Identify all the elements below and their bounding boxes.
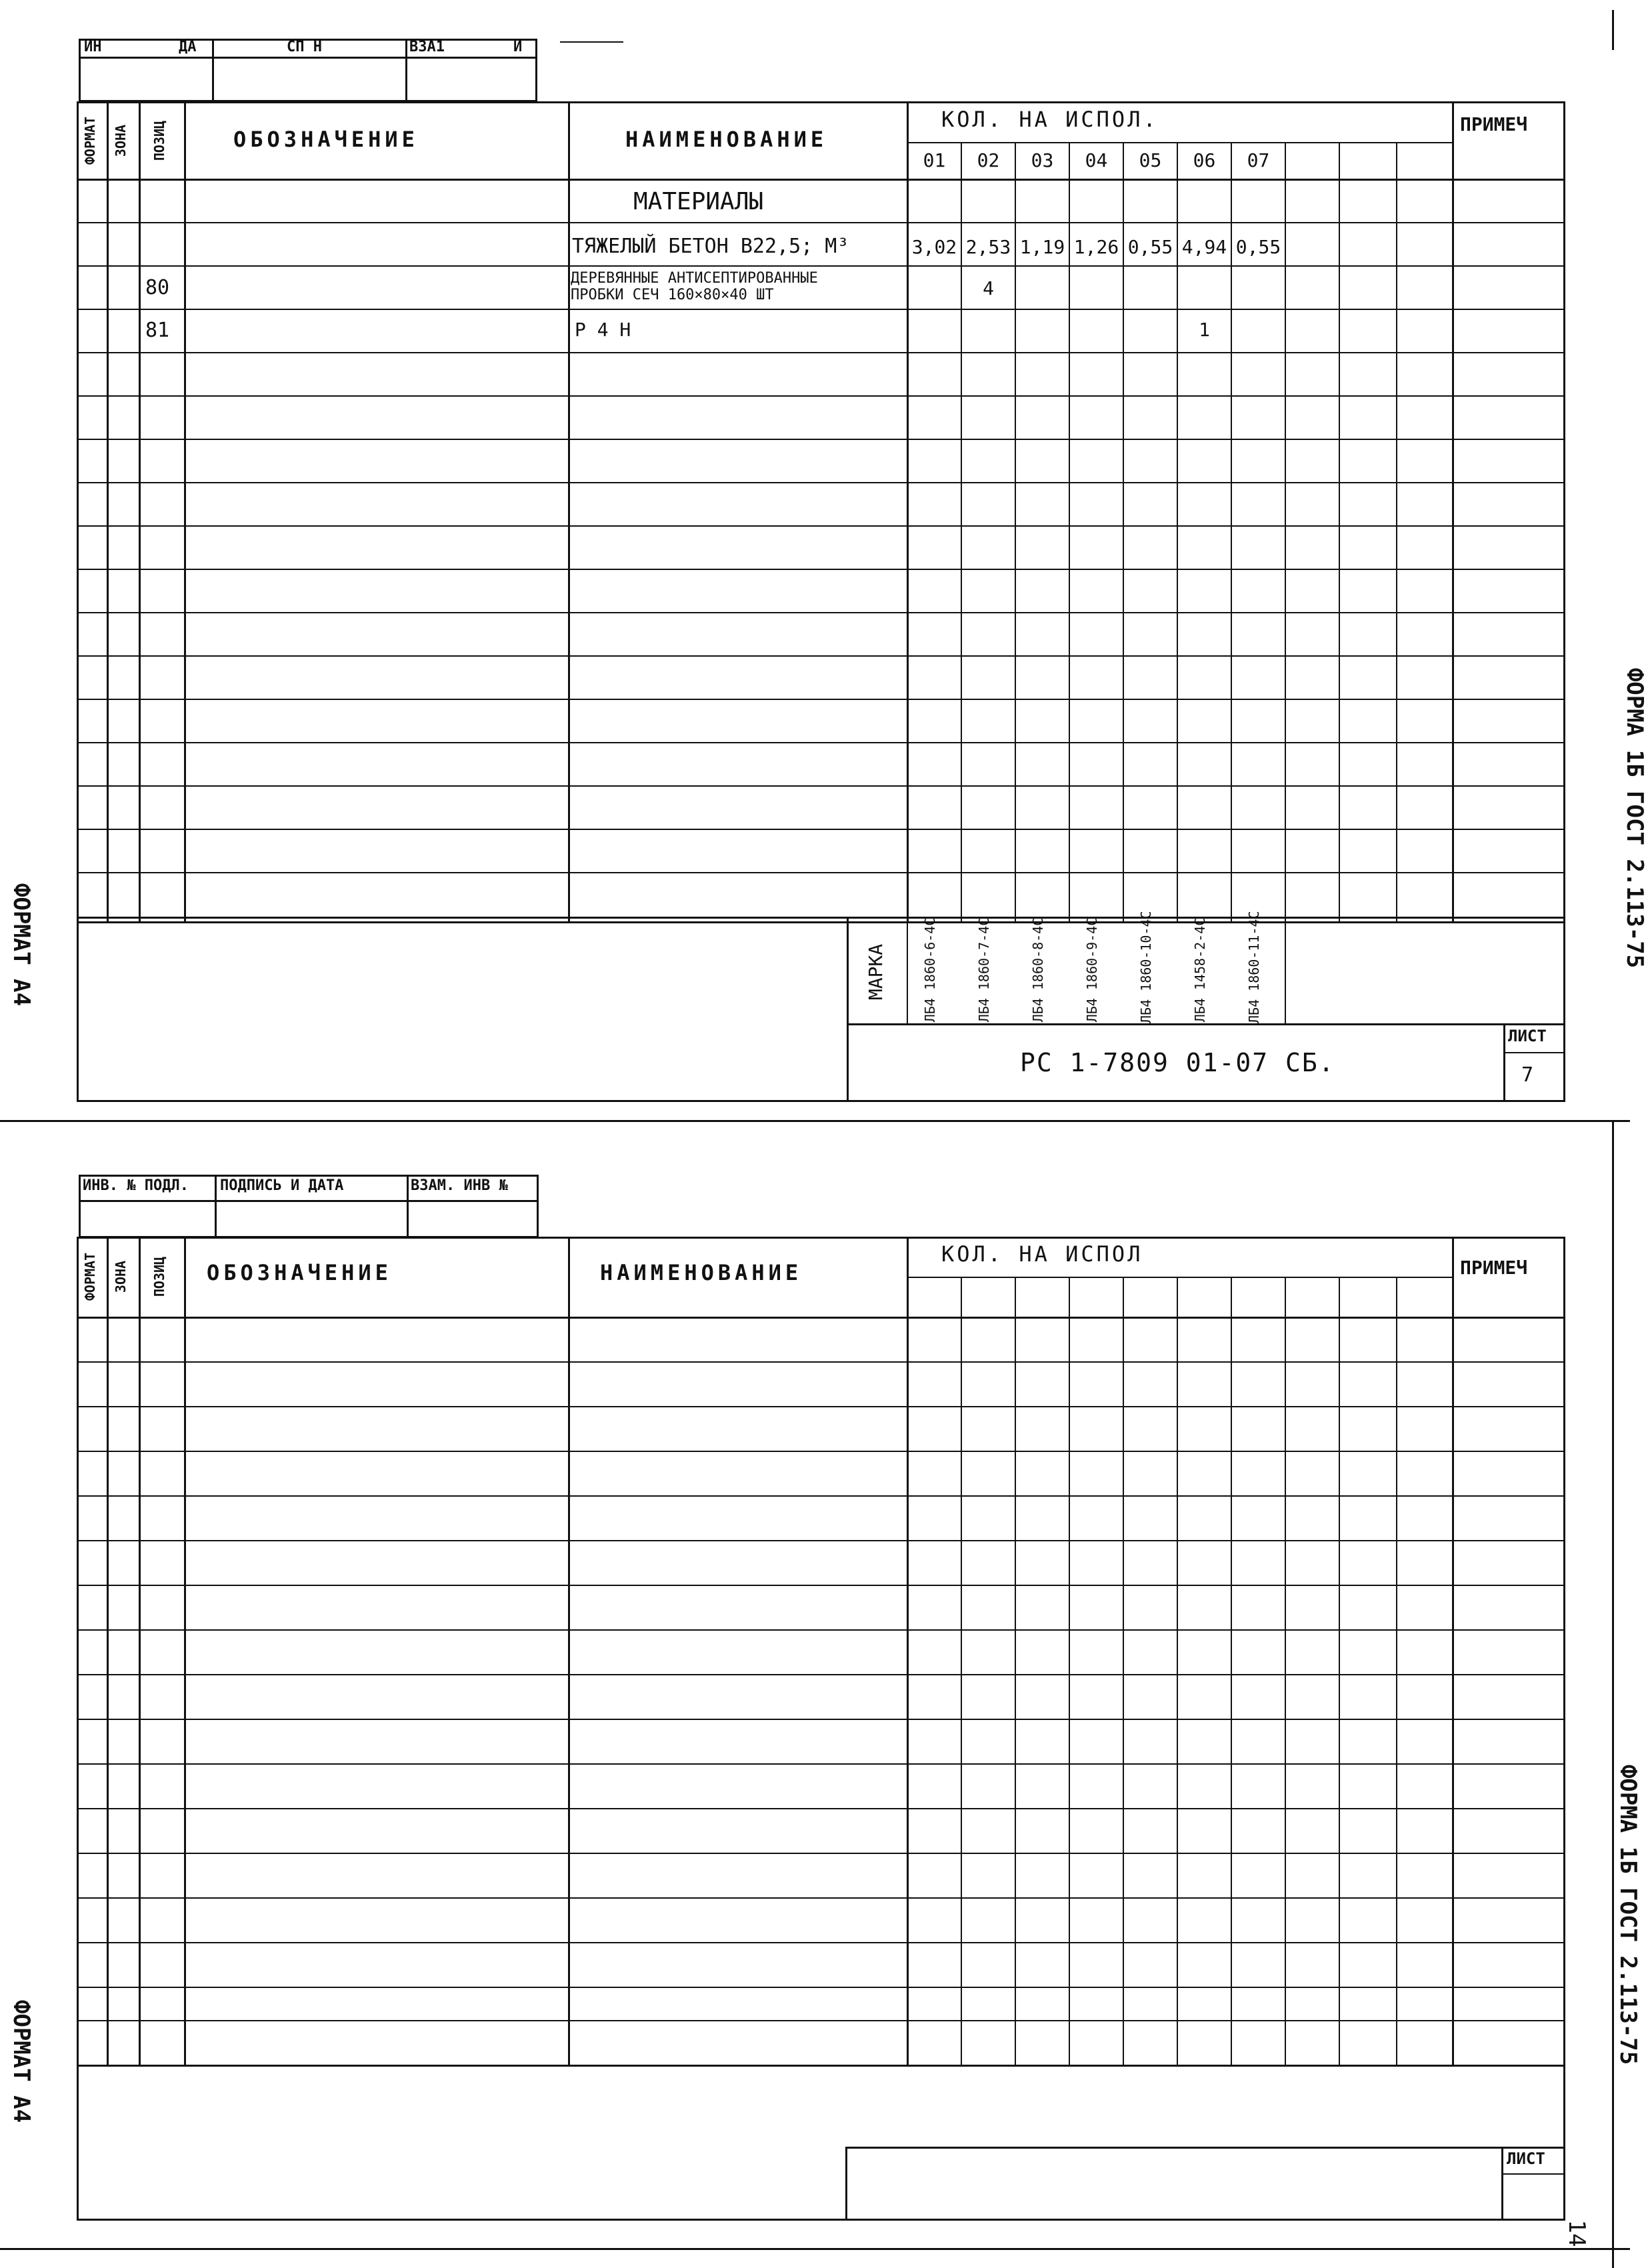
marka-code: ЛБ4 1860-7-4С bbox=[976, 917, 992, 1023]
header-pos: ПОЗИЦ bbox=[151, 120, 167, 161]
row-line bbox=[77, 1897, 1565, 1899]
stamp-label-no: И bbox=[513, 39, 523, 55]
qty-col-line bbox=[1015, 142, 1016, 923]
titleblock-left bbox=[847, 917, 849, 1100]
spec-table bbox=[77, 101, 1565, 923]
header-bottom bbox=[77, 179, 1565, 181]
page1-left bbox=[77, 917, 79, 1100]
sheet-box-left bbox=[1503, 1023, 1505, 1100]
header-name: НАИМЕНОВАНИЕ bbox=[625, 127, 828, 152]
qty-col-line bbox=[1015, 1277, 1016, 2067]
row-line bbox=[77, 829, 1565, 830]
qty-col-line bbox=[1285, 142, 1286, 923]
marka-code: ЛБ4 1860-10-4С bbox=[1138, 911, 1154, 1023]
row-line bbox=[77, 1585, 1565, 1586]
stamp-label-vzam: ВЗАМ. ИНВ № bbox=[411, 1177, 508, 1194]
row-line bbox=[77, 1406, 1565, 1407]
page-bottom-line bbox=[0, 2248, 1630, 2250]
edge-mark bbox=[1612, 10, 1614, 50]
qty-col-line bbox=[1069, 142, 1070, 923]
col-line bbox=[568, 101, 570, 923]
row-line bbox=[77, 612, 1565, 613]
row-line bbox=[77, 395, 1565, 397]
marka-code: ЛБ4 1860-9-4С bbox=[1084, 917, 1100, 1023]
row-name: ДЕРЕВЯННЫЕ АНТИСЕПТИРОВАННЫЕ bbox=[571, 270, 818, 287]
page2-bottom bbox=[77, 2219, 1565, 2221]
qty-col-line bbox=[1339, 1277, 1340, 2067]
marka-code: ЛБ4 1860-8-4С bbox=[1030, 917, 1046, 1023]
marka-col bbox=[907, 917, 908, 1023]
row-qty: 2,53 bbox=[965, 236, 1011, 258]
stamp-label-vzam: ВЗА1 bbox=[409, 39, 445, 55]
row-line bbox=[77, 265, 1565, 267]
row-line bbox=[77, 1540, 1565, 1541]
side-format-label: ФОРМАТ А4 bbox=[8, 883, 35, 1007]
stamp-label-sign: СП Н bbox=[287, 39, 322, 55]
qty-col-line bbox=[1339, 142, 1340, 923]
row-qty: 3,02 bbox=[911, 236, 957, 258]
qty-subheader-line bbox=[907, 142, 1452, 143]
row-line bbox=[77, 439, 1565, 440]
row-line bbox=[77, 1942, 1565, 1943]
titleblock-top bbox=[845, 2147, 1565, 2149]
marka-col-end bbox=[1285, 917, 1286, 1023]
doc-number: РС 1-7809 01-07 СБ. bbox=[1020, 1048, 1335, 1077]
row-line bbox=[77, 525, 1565, 527]
page2-left bbox=[77, 2067, 79, 2220]
row-line bbox=[77, 1987, 1565, 1988]
titleblock-top bbox=[847, 1023, 1565, 1025]
qty-col-line bbox=[1069, 1277, 1070, 2067]
row-name: ТЯЖЕЛЫЙ БЕТОН В22,5; М³ bbox=[572, 235, 849, 258]
col-line bbox=[139, 101, 141, 923]
qty-col-line bbox=[1396, 1277, 1397, 2067]
header-name: НАИМЕНОВАНИЕ bbox=[600, 1260, 803, 1285]
row-line bbox=[77, 1451, 1565, 1452]
page2-right bbox=[1563, 2067, 1565, 2220]
stamp-label-sign: ПОДПИСЬ И ДАТА bbox=[220, 1177, 344, 1194]
qty-col-03: 03 bbox=[1031, 149, 1054, 171]
row-line bbox=[77, 655, 1565, 657]
marka-code: ЛБ4 1860-11-4С bbox=[1246, 911, 1262, 1023]
page2-edge bbox=[1612, 1120, 1614, 2268]
marka-label: МАРКА bbox=[865, 943, 887, 1001]
col-line bbox=[907, 101, 909, 923]
side-format-label: ФОРМАТ А4 bbox=[8, 1999, 35, 2123]
row-line bbox=[77, 742, 1565, 743]
row-qty: 0,55 bbox=[1235, 236, 1281, 258]
qty-col-line bbox=[1231, 142, 1232, 923]
row-line bbox=[77, 1853, 1565, 1854]
marka-code: ЛБ4 1860-6-4С bbox=[922, 917, 938, 1023]
table-body-bottom bbox=[77, 917, 1565, 919]
qty-subheader-line bbox=[907, 1277, 1452, 1278]
row-line bbox=[77, 1629, 1565, 1631]
stamp-sep bbox=[215, 1175, 217, 1238]
header-note: ПРИМЕЧ bbox=[1460, 113, 1528, 135]
qty-col-line bbox=[1396, 142, 1397, 923]
sheet-box-line bbox=[1503, 1052, 1563, 1053]
sheet-box-line bbox=[1501, 2173, 1563, 2175]
row-qty: 4 bbox=[983, 277, 994, 299]
qty-col-line bbox=[961, 1277, 962, 2067]
qty-col-line bbox=[1123, 1277, 1124, 2067]
qty-col-line bbox=[1177, 1277, 1178, 2067]
side-form-label: ФОРМА 1Б ГОСТ 2.113-75 bbox=[1621, 667, 1648, 969]
header-designation: ОБОЗНАЧЕНИЕ bbox=[207, 1260, 392, 1285]
stamp-label-inv: ИН bbox=[84, 39, 102, 55]
row-line bbox=[77, 352, 1565, 353]
sheet-number: 7 bbox=[1521, 1063, 1534, 1087]
row-line bbox=[77, 785, 1565, 787]
row-line bbox=[77, 872, 1565, 873]
qty-col-04: 04 bbox=[1085, 149, 1108, 171]
qty-col-line bbox=[1177, 142, 1178, 923]
row-line bbox=[77, 1763, 1565, 1765]
sheet-label: ЛИСТ bbox=[1508, 1027, 1547, 1045]
row-line bbox=[77, 482, 1565, 483]
qty-col-05: 05 bbox=[1139, 149, 1162, 171]
header-format: ФОРМАТ bbox=[82, 116, 98, 165]
row-qty: 4,94 bbox=[1181, 236, 1227, 258]
row-qty: 0,55 bbox=[1127, 236, 1173, 258]
qty-col-line bbox=[1231, 1277, 1232, 2067]
row-name: Р 4 Н bbox=[575, 319, 631, 341]
row-line bbox=[77, 699, 1565, 700]
header-pos: ПОЗИЦ bbox=[151, 1256, 167, 1297]
header-format: ФОРМАТ bbox=[82, 1252, 98, 1301]
row-pos: 80 bbox=[145, 276, 170, 299]
stamp-divider bbox=[79, 1200, 539, 1202]
qty-col-06: 06 bbox=[1193, 149, 1216, 171]
header-designation: ОБОЗНАЧЕНИЕ bbox=[233, 127, 419, 152]
row-line bbox=[77, 1719, 1565, 1720]
qty-col-line bbox=[1285, 1277, 1286, 2067]
row-line bbox=[77, 569, 1565, 570]
stamp-label-da: ДА bbox=[179, 39, 197, 55]
header-note: ПРИМЕЧ bbox=[1460, 1257, 1528, 1279]
row-pos: 81 bbox=[145, 319, 170, 342]
row-line bbox=[77, 1674, 1565, 1675]
titleblock-left bbox=[845, 2147, 847, 2219]
side-form-label: ФОРМА 1Б ГОСТ 2.113-75 bbox=[1615, 1764, 1641, 2065]
row-line bbox=[77, 222, 1565, 223]
row-name-2: ПРОБКИ СЕЧ 160×80×40 ШТ bbox=[571, 287, 774, 303]
qty-col-02: 02 bbox=[977, 149, 1000, 171]
section-title: МАТЕРИАЛЫ bbox=[633, 188, 764, 215]
page1-bottom bbox=[77, 1100, 1565, 1102]
qty-col-line bbox=[961, 142, 962, 923]
qty-col-line bbox=[1123, 142, 1124, 923]
row-line bbox=[77, 309, 1565, 310]
row-line bbox=[77, 2020, 1565, 2021]
row-qty: 1 bbox=[1199, 319, 1210, 341]
stamp-sep bbox=[407, 1175, 409, 1238]
row-line bbox=[77, 1808, 1565, 1809]
col-line bbox=[184, 101, 186, 923]
col-line bbox=[107, 101, 109, 923]
row-qty: 1,19 bbox=[1019, 236, 1065, 258]
sheet-number: 14 bbox=[1563, 2219, 1590, 2247]
row-line bbox=[77, 1495, 1565, 1497]
marka-code: ЛБ4 1458-2-4С bbox=[1192, 917, 1208, 1023]
header-qty: КОЛ. НА ИСПОЛ bbox=[941, 1241, 1143, 1267]
header-qty: КОЛ. НА ИСПОЛ. bbox=[941, 107, 1159, 132]
stamp-divider bbox=[79, 57, 537, 59]
qty-col-07: 07 bbox=[1247, 149, 1270, 171]
row-line bbox=[77, 1361, 1565, 1363]
header-zone: ЗОНА bbox=[113, 1260, 129, 1293]
header-zone: ЗОНА bbox=[113, 124, 129, 157]
sheet-label: ЛИСТ bbox=[1507, 2149, 1545, 2168]
stamp-sep bbox=[405, 39, 407, 102]
stamp-label-inv: ИНВ. № ПОДЛ. bbox=[83, 1177, 189, 1194]
stamp-dash bbox=[560, 41, 623, 43]
col-line bbox=[1452, 101, 1454, 923]
row-qty: 1,26 bbox=[1073, 236, 1119, 258]
page-separator bbox=[0, 1120, 1630, 1122]
page1-right bbox=[1563, 917, 1565, 1100]
qty-col-01: 01 bbox=[923, 149, 946, 171]
stamp-sep bbox=[212, 39, 214, 102]
header-bottom bbox=[77, 1317, 1565, 1319]
sheet-box-left bbox=[1501, 2147, 1503, 2219]
